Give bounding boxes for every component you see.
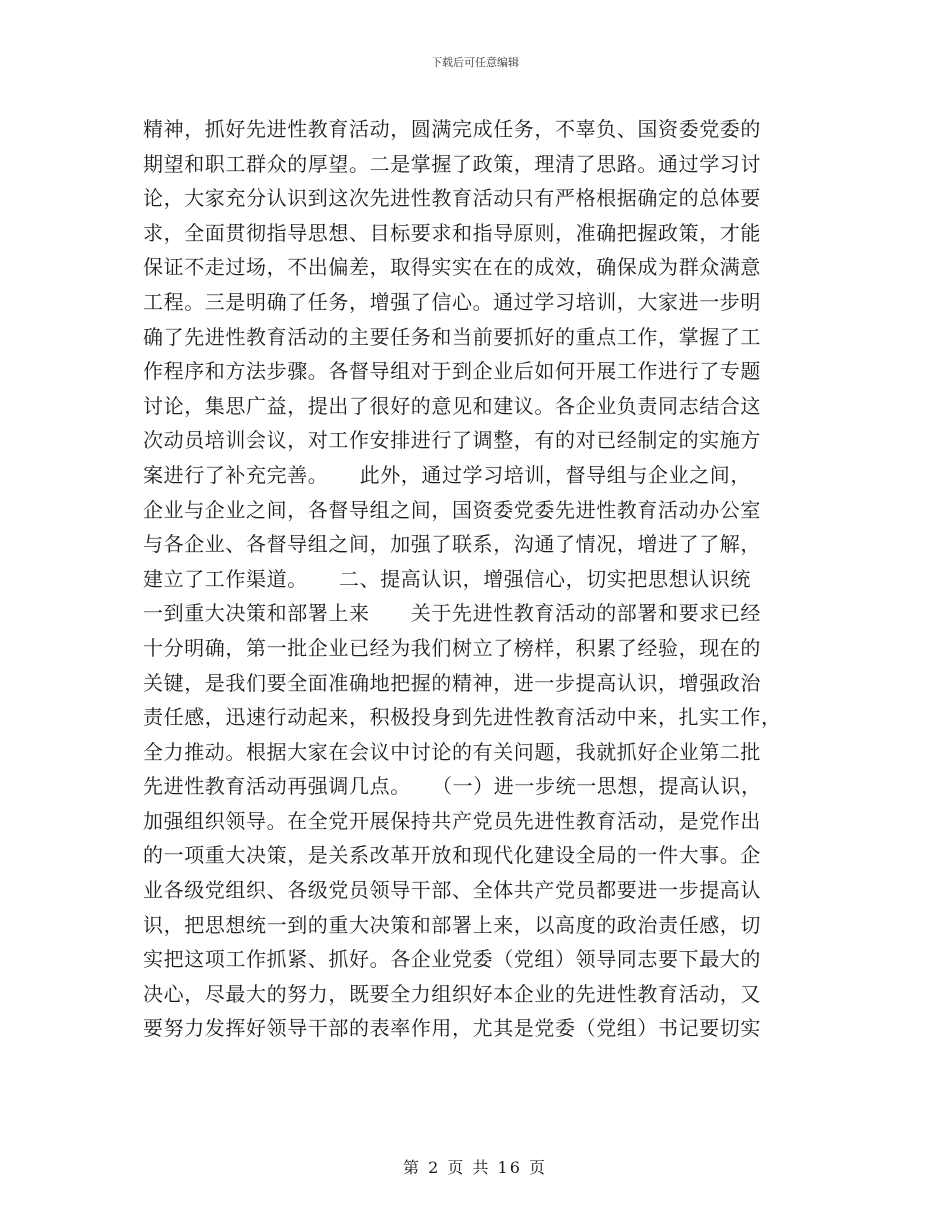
body-text-line: 加强组织领导。在全党开展保持共产党员先进性教育活动，是党作出 [143, 808, 761, 833]
body-text-line: 精神，抓好先进性教育活动，圆满完成任务，不辜负、国资委党委的 [143, 117, 761, 141]
body-text-line: 建立了工作渠道。 二、提高认识，增强信心，切实把思想认识统 [143, 566, 751, 591]
body-text-line: 企业与企业之间，各督导组之间，国资委党委先进性教育活动办公室 [143, 497, 761, 522]
body-text-line: 业各级党组织、各级党员领导干部、全体共产党员都要进一步提高认 [143, 878, 761, 903]
body-text-line: 识，把思想统一到的重大决策和部署上来，以高度的政治责任感，切 [143, 912, 761, 937]
body-text-line: 实把这项工作抓紧、抓好。各企业党委（党组）领导同志要下最大的 [143, 947, 761, 972]
body-text-line: 案进行了补充完善。 此外，通过学习培训，督导组与企业之间， [143, 462, 751, 487]
body-text-line: 要努力发挥好领导干部的表率作用，尤其是党委（党组）书记要切实 [143, 1016, 761, 1041]
body-text-line: 期望和职工群众的厚望。二是掌握了政策，理清了思路。通过学习讨 [143, 151, 761, 176]
body-text-line: 一到重大决策和部署上来 关于先进性教育活动的部署和要求已经 [143, 601, 761, 626]
body-text-line: 先进性教育活动再强调几点。 （一）进一步统一思想，提高认识， [143, 774, 762, 799]
body-text-line: 的一项重大决策，是关系改革开放和现代化建设全局的一件大事。企 [143, 843, 761, 868]
page-header: 下载后可任意编辑 [431, 56, 519, 69]
body-text-line: 十分明确，第一批企业已经为我们树立了榜样，积累了经验，现在的 [143, 635, 761, 660]
body-text-line: 与各企业、各督导组之间，加强了联系，沟通了情况，增进了了解， [143, 532, 761, 557]
body-text-line: 论，大家充分认识到这次先进性教育活动只有严格根据确定的总体要 [143, 186, 761, 211]
page-footer: 第 2 页 共 16 页 [403, 1158, 547, 1177]
body-text-line: 工程。三是明确了任务，增强了信心。通过学习培训，大家进一步明 [143, 289, 761, 314]
body-text-line: 决心，尽最大的努力，既要全力组织好本企业的先进性教育活动，又 [143, 981, 761, 1006]
document-body [143, 112, 807, 1046]
body-text-line: 求，全面贯彻指导思想、目标要求和指导原则，准确把握政策，才能 [143, 220, 761, 245]
body-text-line: 保证不走过场，不出偏差，取得实实在在的成效，确保成为群众满意 [143, 255, 761, 280]
body-text-line: 关键，是我们要全面准确地把握的精神，进一步提高认识，增强政治 [143, 670, 761, 695]
body-text-line: 责任感，迅速行动起来，积极投身到先进性教育活动中来，扎实工作， [143, 705, 782, 730]
body-text-line: 讨论，集思广益，提出了很好的意见和建议。各企业负责同志结合这 [143, 393, 761, 418]
body-text-line: 确了先进性教育活动的主要任务和当前要抓好的重点工作，掌握了工 [143, 324, 761, 349]
body-text-line: 作程序和方法步骤。各督导组对于到企业后如何开展工作进行了专题 [143, 359, 761, 384]
body-text-line: 全力推动。根据大家在会议中讨论的有关问题，我就抓好企业第二批 [143, 739, 761, 764]
body-text-line: 次动员培训会议，对工作安排进行了调整，有的对已经制定的实施方 [143, 428, 761, 453]
